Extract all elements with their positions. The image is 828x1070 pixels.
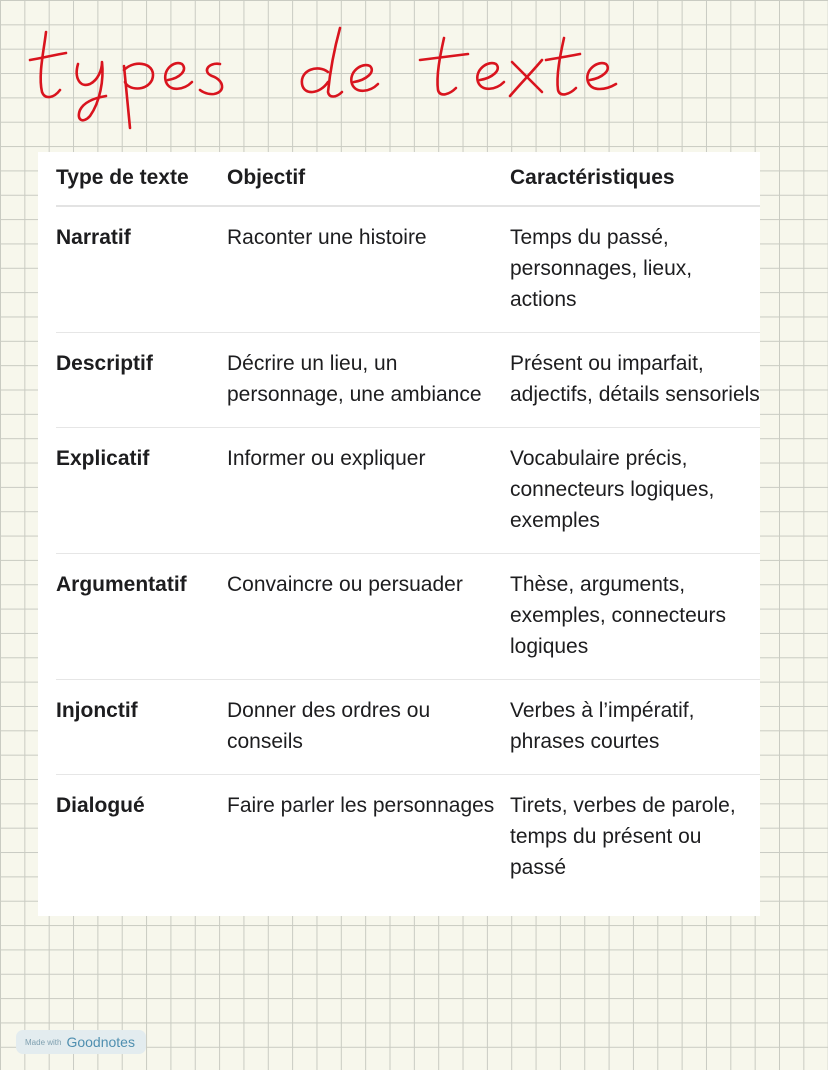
header-objectif: Objectif — [227, 152, 510, 206]
cell-caracteristiques: Vocabulaire précis, connecteurs logiques, exemples — [510, 428, 760, 554]
cell-caracteristiques: Thèse, arguments, exemples, connecteurs logiques — [510, 554, 760, 680]
cell-objectif: Convaincre ou persuader — [227, 554, 510, 680]
cell-type: Dialogué — [56, 794, 145, 817]
text-types-table-card — [38, 152, 760, 916]
cell-type: Narratif — [56, 206, 227, 333]
cell-caracteristiques: Verbes à l’impératif, phrases courtes — [510, 680, 760, 775]
cell-objectif: Informer ou expliquer — [227, 428, 510, 554]
table-row — [56, 333, 760, 428]
handwritten-title-strokes — [28, 20, 628, 130]
goodnotes-watermark — [16, 1030, 146, 1054]
cell-objectif: Donner des ordres ou conseils — [227, 680, 510, 775]
cell-type: Argumentatif — [56, 554, 227, 680]
cell-objectif: Faire parler les personnages — [227, 794, 495, 817]
cell-type: Descriptif — [56, 333, 227, 428]
cell-type: Explicatif — [56, 428, 227, 554]
table-row — [56, 206, 760, 333]
watermark-prefix: Made with — [25, 1037, 62, 1047]
header-caracteristiques: Caractéristiques — [510, 152, 760, 206]
cell-caracteristiques: Présent ou imparfait, adjectifs, détails sensoriels — [510, 333, 760, 428]
header-type: Type de texte — [56, 152, 227, 206]
cell-objectif: Raconter une histoire — [227, 206, 510, 333]
table-row — [56, 554, 760, 680]
table-row — [56, 680, 760, 775]
cell-objectif: Décrire un lieu, un personnage, une ambiance — [227, 333, 510, 428]
table-row — [56, 775, 760, 901]
cell-type: Injonctif — [56, 680, 227, 775]
cell-caracteristiques: Temps du passé, personnages, lieux, actions — [510, 206, 760, 333]
cell-caracteristiques: Tirets, verbes de parole, temps du présent ou passé — [510, 794, 736, 879]
text-types-table — [56, 152, 760, 900]
handwritten-title — [28, 20, 628, 130]
table-row — [56, 428, 760, 554]
table-header-row — [56, 152, 760, 206]
watermark-brand: Goodnotes — [66, 1034, 135, 1050]
